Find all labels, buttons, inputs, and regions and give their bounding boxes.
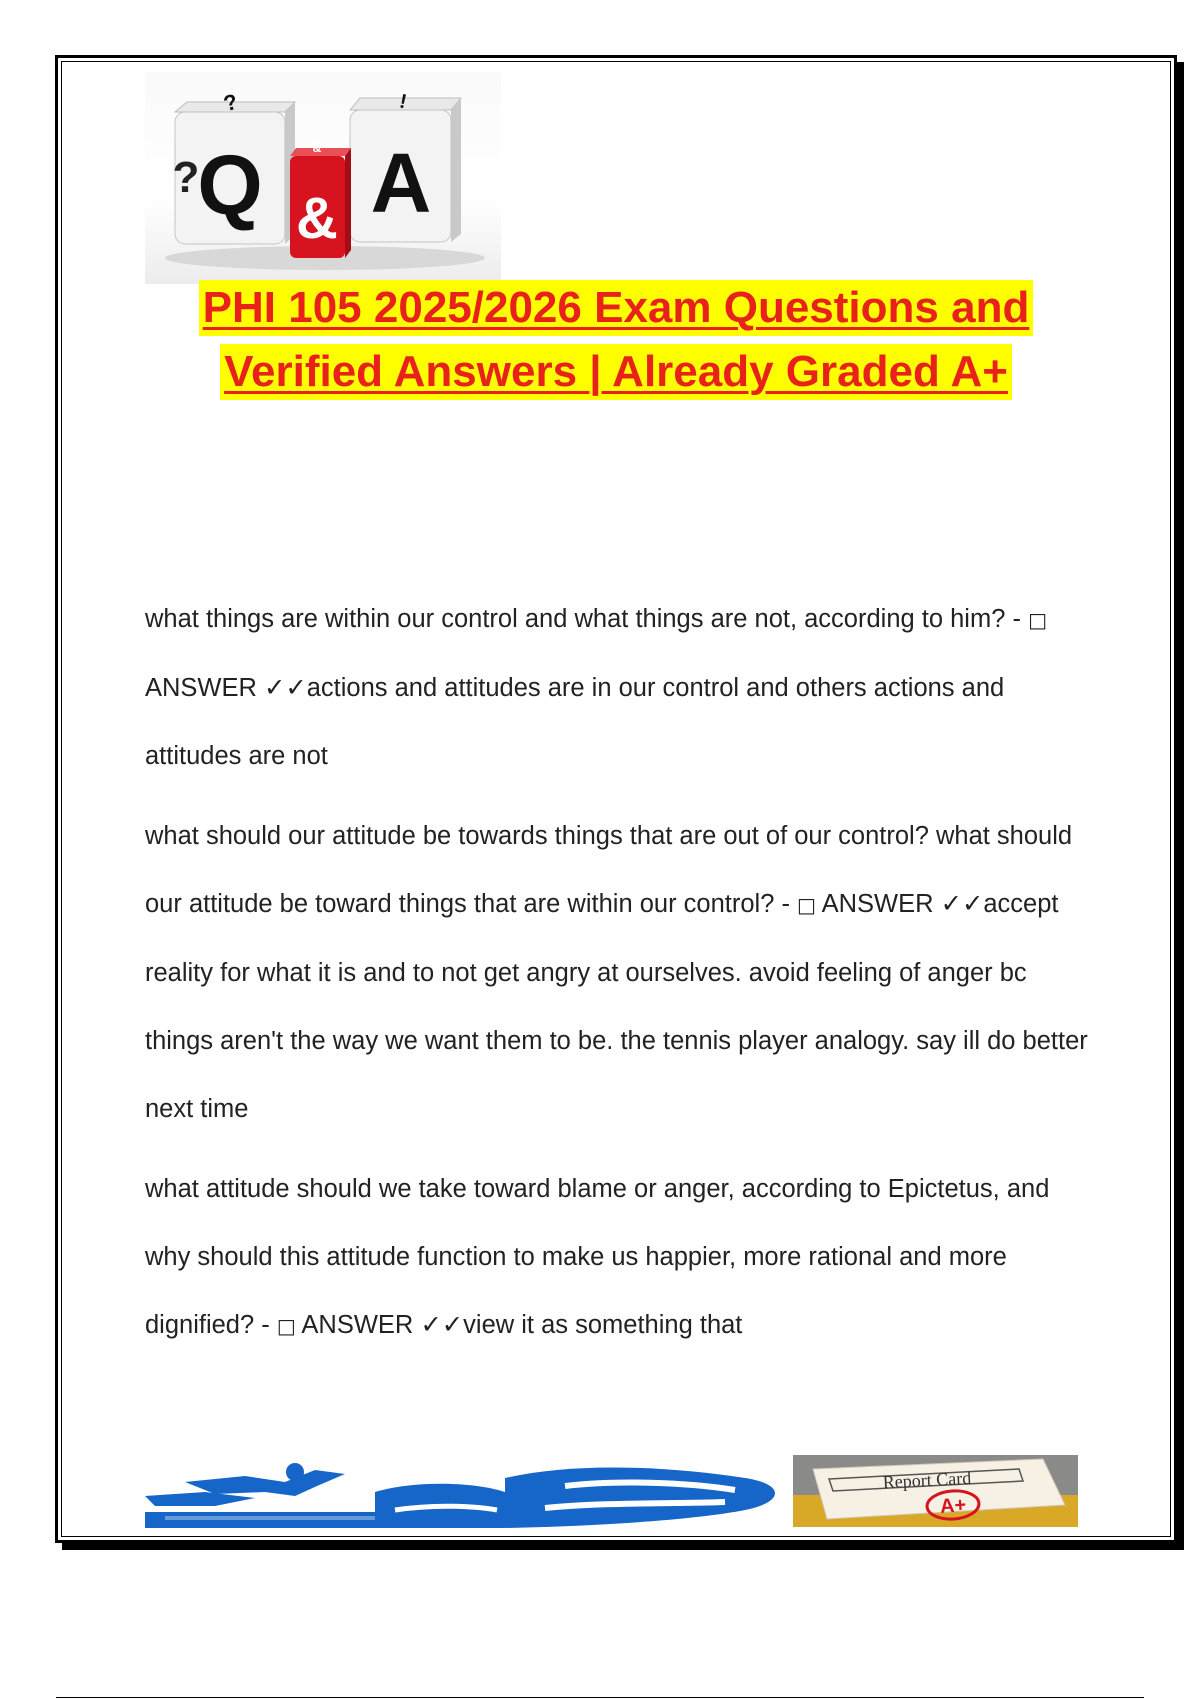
ampersand-die (290, 141, 351, 258)
svg-text:!: ! (397, 90, 409, 114)
qa-item (145, 1155, 1095, 1360)
missing-glyph-icon: □ (1028, 608, 1047, 632)
svg-text:?: ? (172, 153, 200, 202)
qa-list (145, 585, 1095, 1360)
report-card-label: Report Card (882, 1467, 972, 1493)
answer-label: ANSWER (815, 890, 941, 918)
a-die (350, 91, 461, 242)
svg-text:&: & (312, 141, 322, 155)
svg-text:?: ? (220, 88, 241, 117)
q-letter: Q (197, 138, 263, 232)
q-die (173, 89, 295, 244)
missing-glyph-icon: □ (276, 1314, 296, 1338)
checkmark-icon: ✓✓ (264, 673, 307, 703)
qa-dice-logo (145, 72, 501, 284)
question-text: what should our attitude be towards things that are out of our control? what should our attitude be toward things that are within our control? - (145, 822, 1073, 918)
title-line-1: PHI 105 2025/2026 Exam Questions and (199, 280, 1034, 336)
page-bottom-rule (56, 1697, 1144, 1698)
missing-glyph-icon: □ (797, 893, 816, 917)
report-card-image (793, 1455, 1078, 1527)
answer-text: actions and attitudes are in our control and others actions and attitudes are not (145, 674, 1005, 770)
a-letter: A (370, 136, 432, 230)
answer-label: ANSWER (145, 674, 265, 702)
title-line-2: Verified Answers | Already Graded A+ (220, 344, 1012, 400)
checkmark-icon: ✓✓ (420, 1310, 464, 1340)
grade-mark: A+ (939, 1494, 967, 1518)
question-text: what things are within our control and what things are not, according to him? - (145, 605, 1029, 633)
qa-item (145, 802, 1095, 1143)
document-title (80, 280, 1152, 408)
question-text: what attitude should we take toward blame or anger, according to Epictetus, and why should this attitude function to make us happier, more rational and more dignified? - (145, 1175, 1050, 1339)
answer-text: accept reality for what it is and to not get angry at ourselves. avoid feeling of anger bc things aren't the way we want them to be. the tennis player analogy. say ill do better next time (145, 890, 1088, 1123)
success-runner-logo (145, 1452, 790, 1530)
answer-text: view it as something that (463, 1311, 743, 1339)
checkmark-icon: ✓✓ (940, 889, 984, 919)
qa-item (145, 585, 1095, 790)
answer-label: ANSWER (295, 1311, 421, 1339)
ampersand: & (296, 186, 338, 251)
